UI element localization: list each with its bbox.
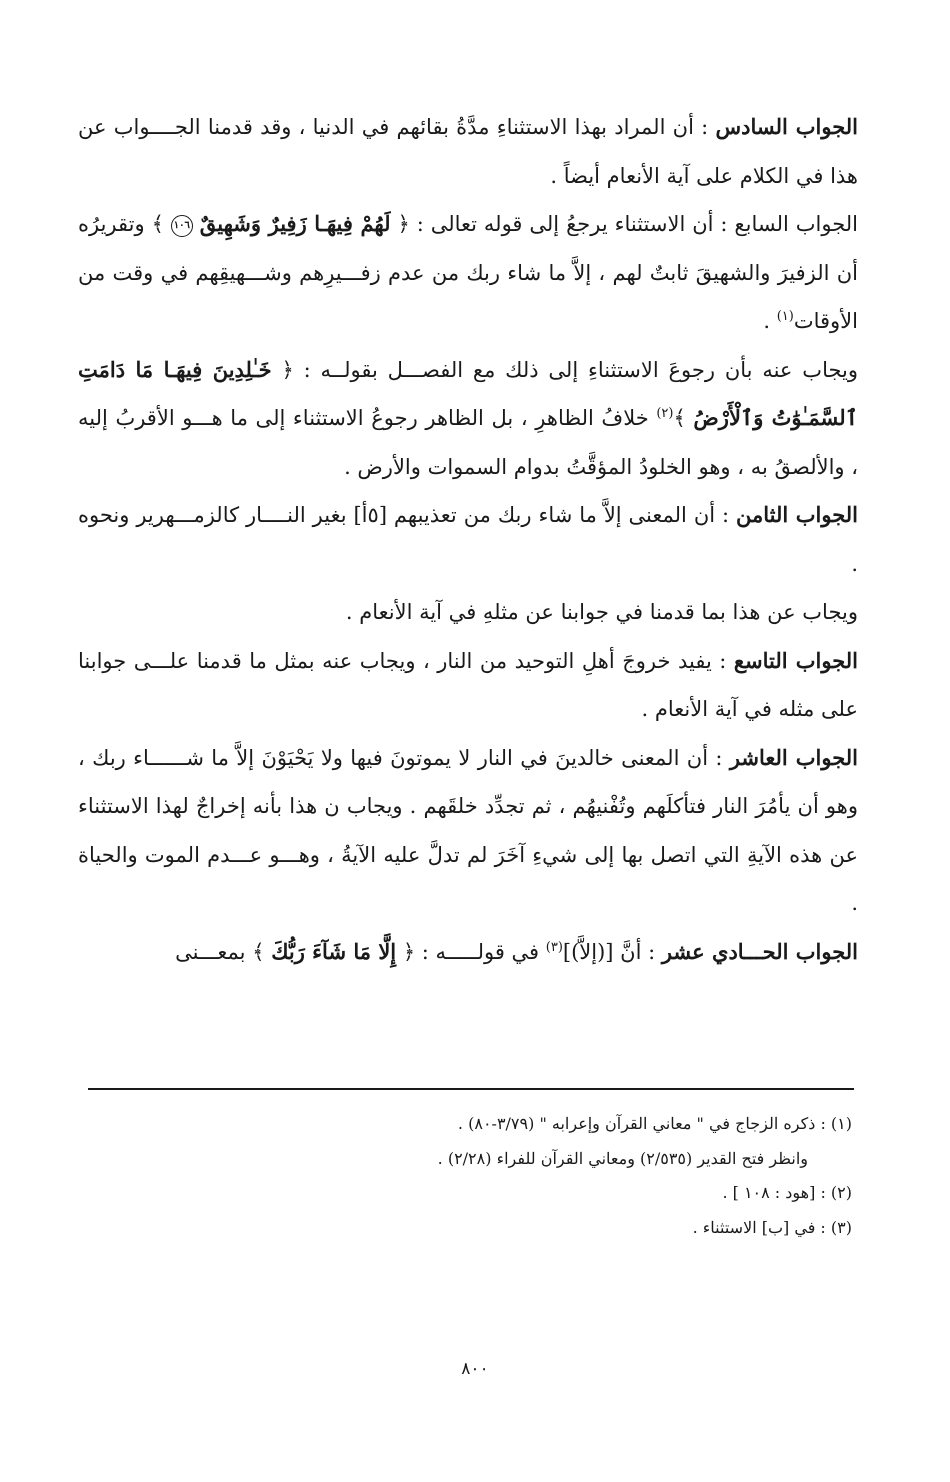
answer-heading: الجواب التاسع	[733, 647, 858, 673]
footnote-ref-1: (١)	[776, 309, 794, 324]
paragraph-answer-7	[78, 200, 858, 346]
paragraph-end: بمعـــنى	[175, 939, 253, 964]
answer-heading: الجواب السادس	[715, 114, 858, 139]
verse-close-bracket: ﴾	[673, 406, 694, 430]
answer-heading: الجواب الثامن	[736, 502, 859, 527]
verse-close-bracket: ﴾	[151, 212, 171, 236]
paragraph-answer-9	[78, 637, 858, 734]
paragraph-text-continued: خلافُ الظاهرِ ، بل الظاهر رجوعُ الاستثناء إلى ما هـــو الأقربُ إليه ، والألصقُ به ، وهو الخلودُ المؤقَّتُ بدوام السموات والأرض .	[78, 406, 858, 479]
quran-verse: خَـٰلِدِينَ فِيهَـا مَا دَامَتِ ٱلسَّمَـٰوَٰتُ وَٱلْأَرْضُ	[78, 356, 858, 430]
main-text-block	[78, 103, 858, 976]
footnote-separator-line	[88, 1088, 854, 1090]
verse-open-bracket: ﴿	[271, 357, 294, 382]
quran-verse: لَهُمْ فِيهَـا زَفِيرٌ وَشَهِيقٌ	[199, 211, 391, 236]
paragraph-text-continued: وتقريرُه أن الزفيرَ والشهيقَ ثابتٌ لهم ، إلاَّ ما شاء ربك من عدم زفـــيرِهم وشـــهيقِهم في وقت من الأوقات	[78, 212, 858, 333]
answer-heading: الجواب العاشر	[729, 744, 858, 770]
paragraph-text: : أن المراد بهذا الاستثناءِ مدَّةُ بقائهم في الدنيا ، وقد قدمنا الجــــواب عن هذا في الكلام على آية الأنعام أيضاً .	[78, 115, 858, 188]
ayah-number-marker: ١٠٦	[171, 215, 193, 237]
verse-open-bracket: ﴿	[390, 212, 410, 236]
paragraph-text: الجواب السابع : أن الاستثناء يرجعُ إلى قوله تعالى :	[409, 212, 859, 236]
paragraph-text: ويجاب عنه بأن رجوعَ الاستثناءِ إلى ذلك مع الفصـــل بقولــه :	[293, 357, 859, 382]
footnote-ref-2: (٢)	[656, 406, 674, 421]
verse-open-bracket: ﴿	[396, 939, 416, 964]
footnote-1: (١) : ذكره الزجاج في " معاني القرآن وإعرابه " (٣/٧٩-٨٠) .	[457, 1114, 852, 1133]
paragraph-text: : أن المعنى خالدينَ في النار لا يموتونَ فيها ولا يَحْيَوْنَ إلاَّ ما شــــــاء ربك ، وهو أن يأمُرَ النار فتأكلَهم وتُفْنيهُم ، ثم تجدِّد خلقَهم . ويجاب ن هذا بأنه إخراجٌ لهذا الاستثناء عن هذه الآيةِ التي اتصل بها إلى شيءِ آخَرَ لم تدلَّ عليه الآيةُ ، وهـــو عـــدم الموت والحياة .	[78, 745, 858, 915]
paragraph-answer-8	[78, 491, 858, 588]
paragraph-reply-7	[78, 346, 858, 492]
verse-close-bracket: ﴾	[252, 939, 272, 964]
paragraph-text: : أن المعنى إلاَّ ما شاء ربك من تعذيبهم [٥أ] بغير النــــار كالزمـــهرير ونحوه .	[78, 503, 858, 576]
paragraph-text-continued: في قولـــــه :	[415, 939, 546, 964]
footnote-ref-3: (٣)	[545, 939, 563, 955]
paragraph-text: ويجاب عن هذا بما قدمنا في جوابنا عن مثلهِ في آية الأنعام .	[345, 600, 858, 624]
footnote-3: (٣) : في [ب] الاستثناء .	[692, 1217, 852, 1237]
paragraph-answer-10	[78, 734, 858, 928]
paragraph-end: .	[763, 309, 777, 333]
page-number: ٨٠٠	[461, 1359, 489, 1379]
quran-verse: إِلَّا مَا شَآءَ رَبُّكَ	[271, 938, 397, 964]
footnotes-block	[160, 1107, 852, 1245]
paragraph-reply-8	[78, 588, 858, 637]
footnote-2: (٢) : [هود : ١٠٨ ] .	[722, 1183, 852, 1202]
paragraph-text: : أنَّ [(إلاَّ)]	[562, 939, 662, 964]
paragraph-answer-6	[78, 103, 858, 200]
footnote-1-continuation: وانظر فتح القدير (٢/٥٣٥) ومعاني القرآن للفراء (٢/٢٨) .	[437, 1148, 808, 1168]
paragraph-answer-11	[78, 928, 858, 977]
paragraph-text: : يفيد خروجَ أهلِ التوحيد من النار ، ويجاب عنه بمثل ما قدمنا علـــى جوابنا على مثله في آية الأنعام .	[78, 648, 858, 721]
answer-heading: الجواب الحـــادي عشر	[661, 938, 858, 964]
